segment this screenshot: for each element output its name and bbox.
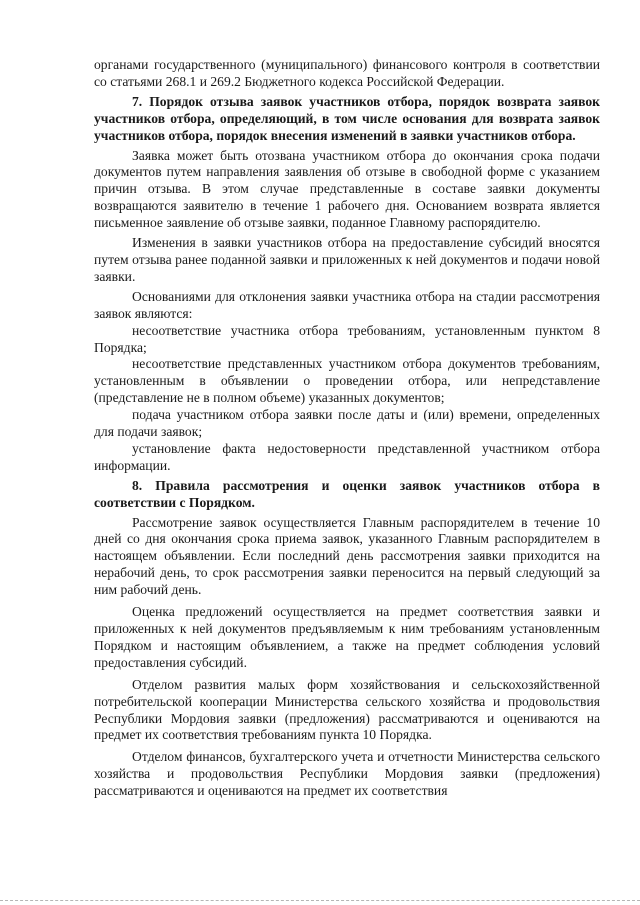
paragraph-finance-department: Отделом финансов, бухгалтерского учета и отчетности Министерства сельского хозяйства и продовольствия Республики Мордовия заявки (предложения) рассматриваются и оцениваются на предмет их соответствия xyxy=(94,749,600,799)
paragraph-ground-3: подача участником отбора заявки после даты и (или) времени, определенных для подачи заявок; xyxy=(94,407,600,440)
paragraph-evaluation: Оценка предложений осуществляется на предмет соответствия заявки и приложенных к ней документов предъявляемым к ним требованиям установленным Порядком и настоящим объявлением, а также на предмет соблюдения условий предоставления субсидий. xyxy=(94,604,600,670)
paragraph-withdrawal: Заявка может быть отозвана участником отбора до окончания срока подачи документов путем направления заявления об отзыве в свободной форме с указанием причин отзыва. В этом случае представленные в составе заявки документы возвращаются заявителю в течение 1 рабочего дня. Основанием возврата является письменное заявление об отзыве заявки, поданное Главному распорядителю. xyxy=(94,147,600,231)
paragraph-control-bodies: органами государственного (муниципального) финансового контроля в соответствии со статьями 268.1 и 269.2 Бюджетного кодекса Российской Федерации. xyxy=(94,57,600,89)
paragraph-ground-2: несоответствие представленных участником отбора документов требованиям, установленным в объявлении о проведении отбора, или непредставление (представление не в полном объеме) указанных документов; xyxy=(94,356,600,406)
paragraph-rejection-grounds: Основаниями для отклонения заявки участника отбора на стадии рассмотрения заявок являются: xyxy=(94,288,600,321)
section-8-heading: 8. Правила рассмотрения и оценки заявок участников отбора в соответствии с Порядком. xyxy=(94,477,600,510)
paragraph-changes: Изменения в заявки участников отбора на предоставление субсидий вносятся путем отзыва ранее поданной заявки и приложенных к ней документов и подачи новой заявки. xyxy=(94,235,600,284)
section-7-heading: 7. Порядок отзыва заявок участников отбора, порядок возврата заявок участников отбора, определяющий, в том числе основания для возврата заявок участников отбора, порядок внесения изменений в заявки участников отбора. xyxy=(94,93,600,143)
paragraph-review-term: Рассмотрение заявок осуществляется Главным распорядителем в течение 10 дней со дня окончания срока приема заявок, указанного Главным распорядителем в настоящем объявлении. Если последний день рассмотрения заявки приходится на нерабочий день, то срок рассмотрения заявки переносится на первый следующий за ним рабочий день. xyxy=(94,514,600,598)
scan-edge-line xyxy=(0,900,640,901)
paragraph-ground-1: несоответствие участника отбора требованиям, установленным пунктом 8 Порядка; xyxy=(94,322,600,355)
paragraph-small-farms-department: Отделом развития малых форм хозяйствования и сельскохозяйственной потребительской кооперации Министерства сельского хозяйства и продовольствия Республики Мордовия заявки (предложения) рассматриваются и оцениваются на предмет их соответствия требованиям пункта 10 Порядка. xyxy=(94,676,600,743)
document-body xyxy=(94,57,600,800)
paragraph-ground-4: установление факта недостоверности представленной участником отбора информации. xyxy=(94,440,600,473)
